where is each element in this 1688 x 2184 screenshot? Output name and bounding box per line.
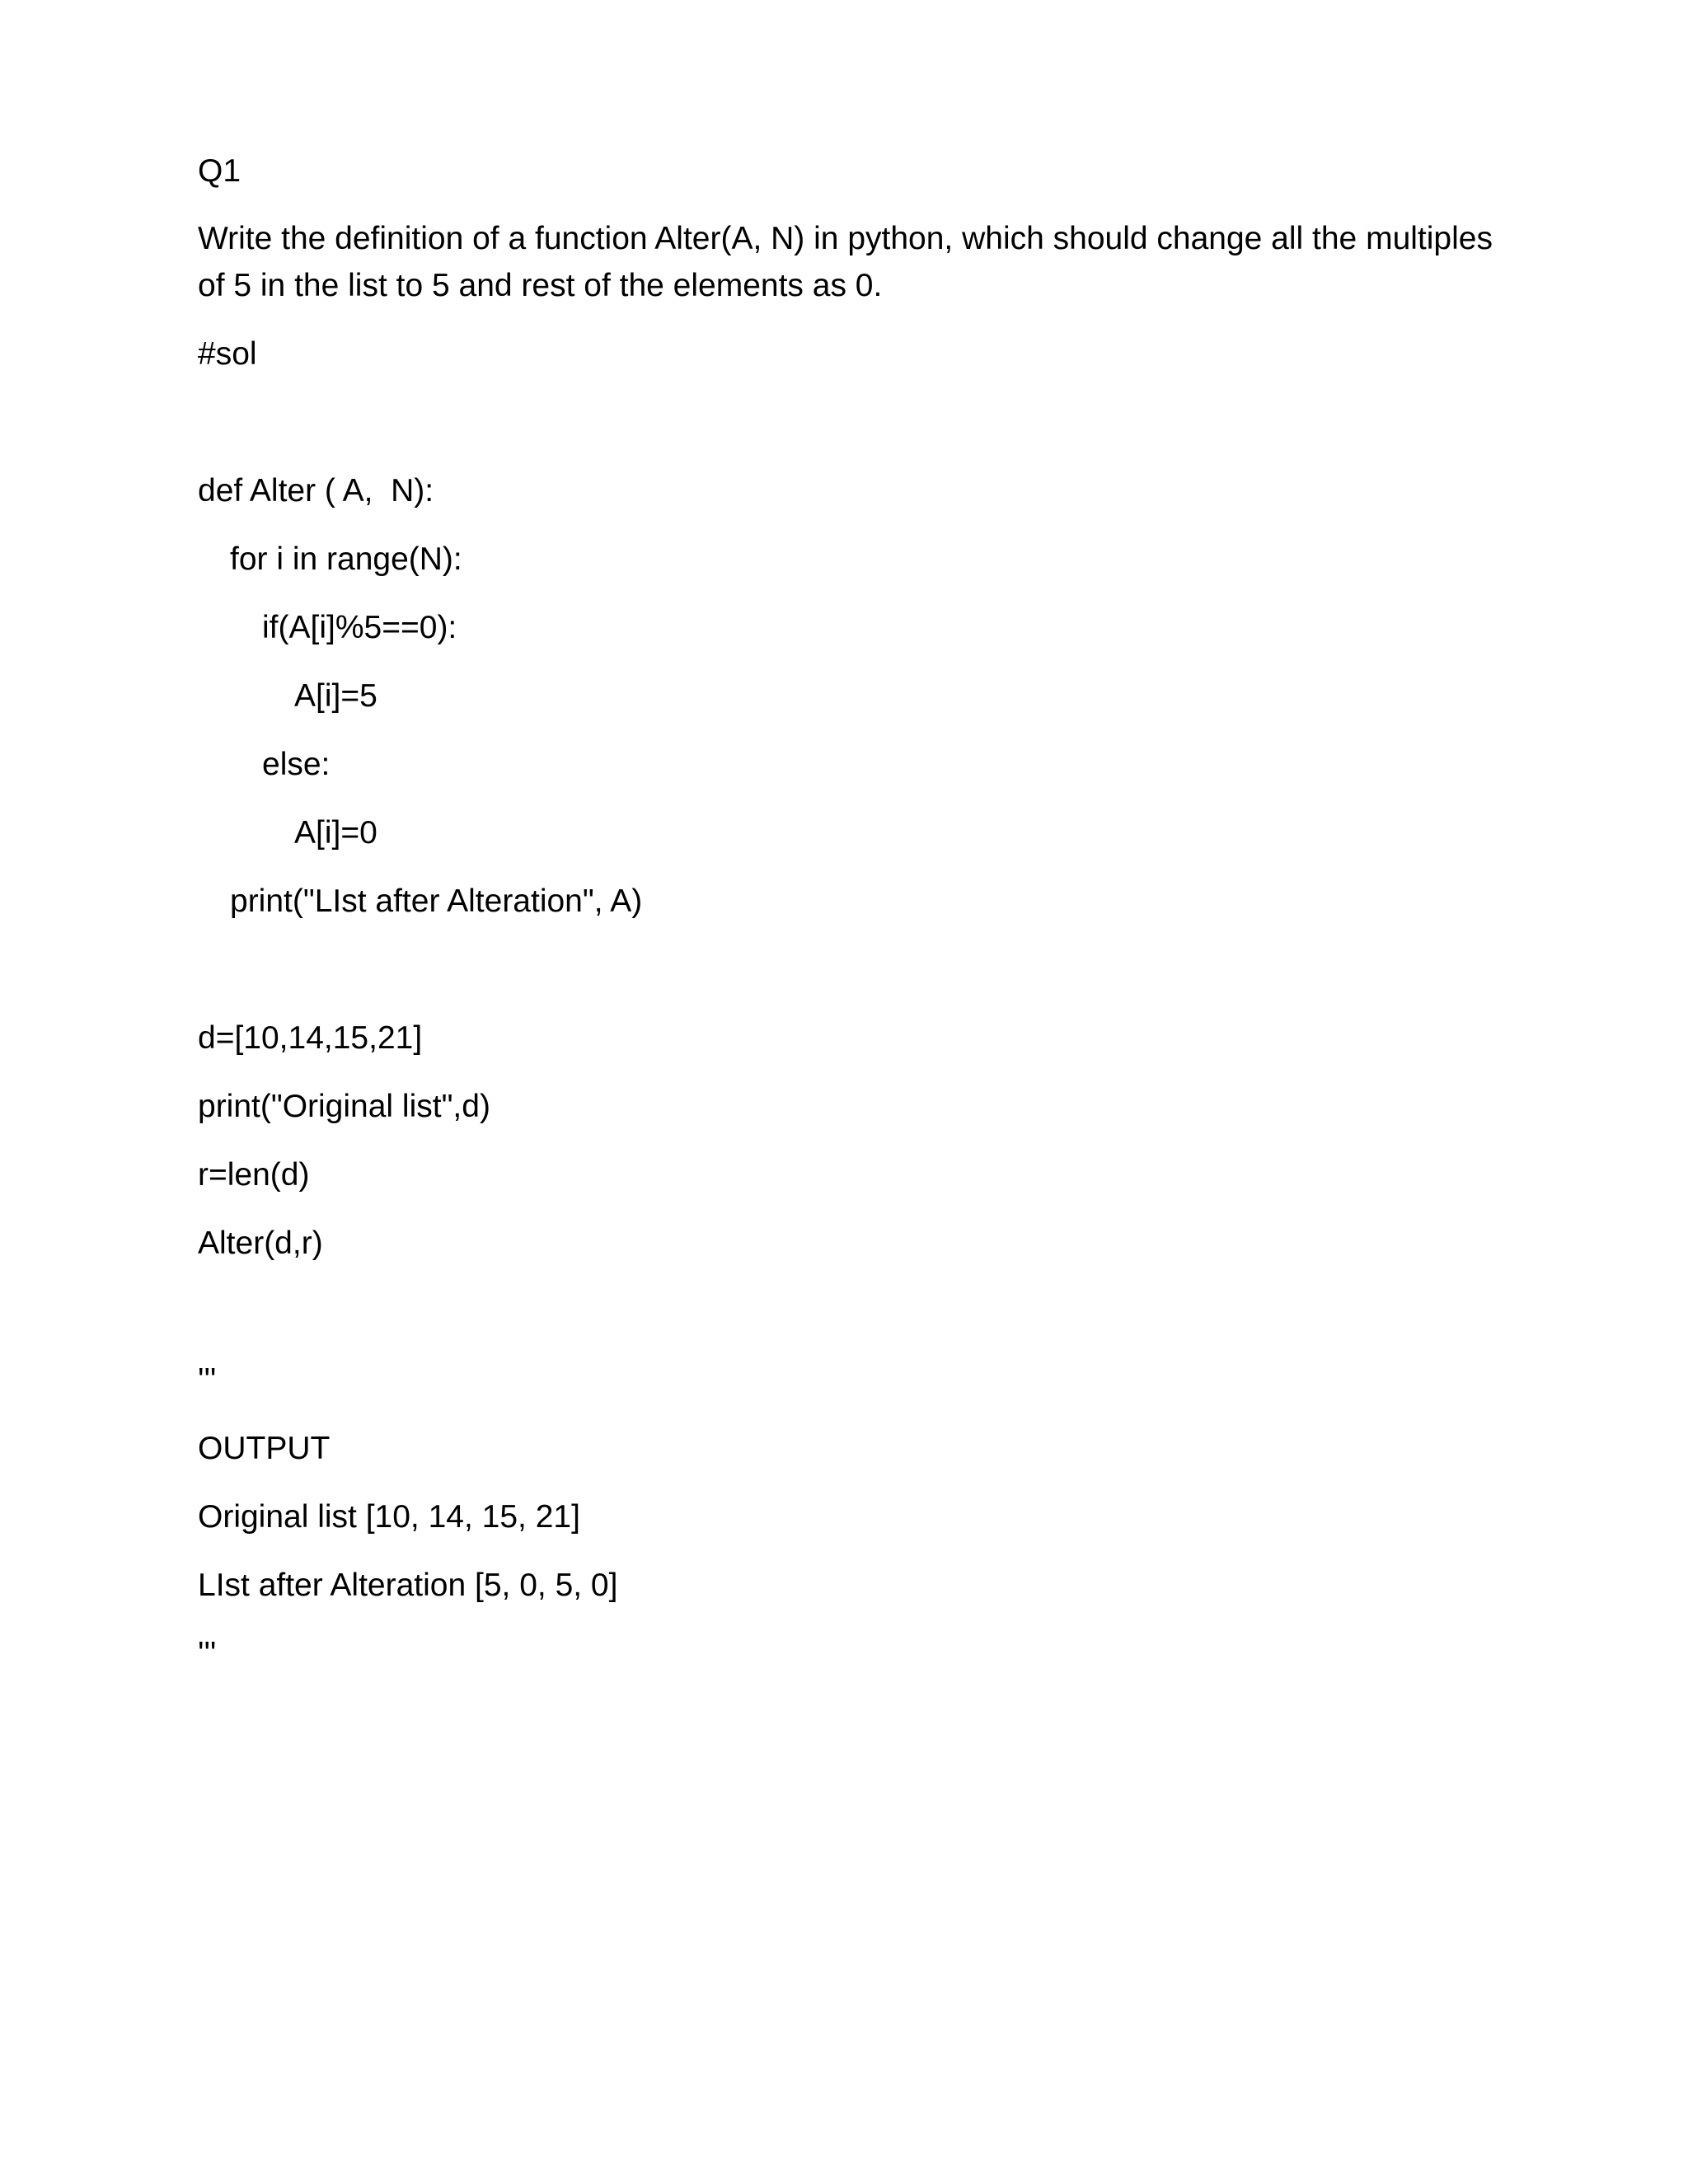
code-assign-zero: A[i]=0 xyxy=(294,815,377,851)
code-def-line: def Alter ( A, N): xyxy=(198,473,434,509)
question-number: Q1 xyxy=(198,153,241,189)
code-if-line: if(A[i]%5==0): xyxy=(262,610,457,645)
output-altered-list: LIst after Alteration [5, 0, 5, 0] xyxy=(198,1568,618,1603)
code-list-definition: d=[10,14,15,21] xyxy=(198,1020,423,1056)
code-print-alter: print("LIst after Alteration", A) xyxy=(230,883,643,919)
code-for-line: for i in range(N): xyxy=(230,541,462,577)
output-original-list: Original list [10, 14, 15, 21] xyxy=(198,1499,580,1535)
output-label: OUTPUT xyxy=(198,1431,331,1466)
code-print-original: print("Original list",d) xyxy=(198,1089,490,1124)
question-text-line-2: of 5 in the list to 5 and rest of the elements as 0. xyxy=(198,268,883,303)
code-len-line: r=len(d) xyxy=(198,1157,310,1193)
code-call-line: Alter(d,r) xyxy=(198,1226,323,1261)
docstring-close: ''' xyxy=(198,1636,217,1671)
question-text-line-1: Write the definition of a function Alter(A, N) in python, which should change all the multiples xyxy=(198,221,1493,256)
code-assign-five: A[i]=5 xyxy=(294,678,377,714)
solution-comment: #sol xyxy=(198,336,257,372)
code-else-line: else: xyxy=(262,747,331,782)
docstring-open: ''' xyxy=(198,1362,217,1398)
